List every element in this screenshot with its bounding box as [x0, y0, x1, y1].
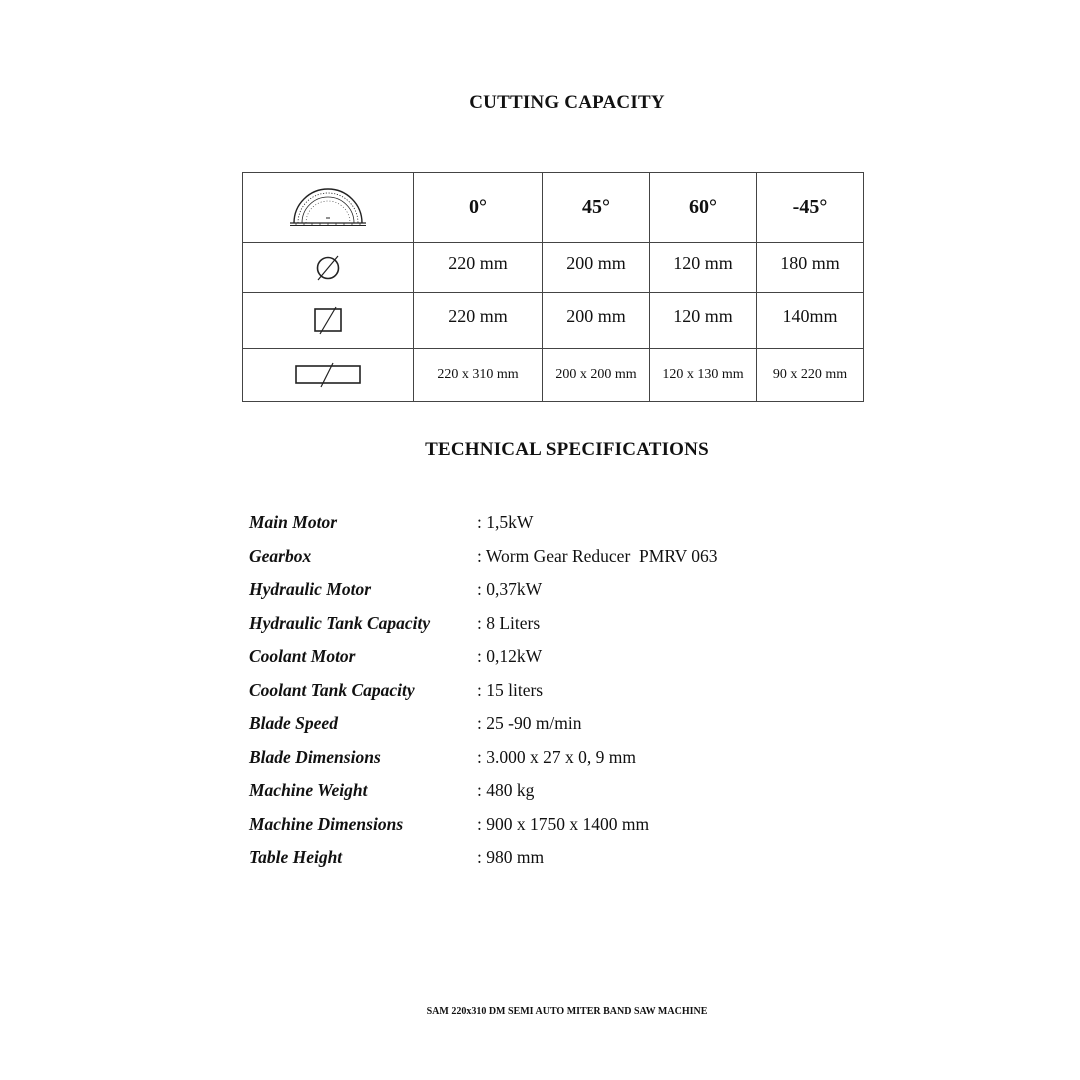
angle-header-row	[243, 173, 864, 243]
specifications-list	[249, 506, 718, 875]
spec-value: : 1,5kW	[477, 512, 534, 533]
round-stock-icon	[313, 253, 343, 283]
capacity-cell: 220 mm	[414, 243, 543, 293]
header-icon-cell	[243, 173, 414, 243]
capacity-cell: 120 x 130 mm	[650, 349, 757, 402]
spec-label: Blade Speed	[249, 713, 338, 734]
spec-value: : 3.000 x 27 x 0, 9 mm	[477, 746, 636, 767]
square-stock-icon	[312, 306, 344, 336]
spec-row	[249, 808, 718, 842]
spec-row	[249, 707, 718, 741]
spec-row	[249, 774, 718, 808]
capacity-cell: 200 mm	[543, 293, 650, 349]
spec-value: : 900 x 1750 x 1400 mm	[477, 813, 650, 834]
capacity-cell: 220 x 310 mm	[414, 349, 543, 402]
spec-label: Machine Weight	[249, 780, 368, 801]
capacity-cell: 120 mm	[650, 293, 757, 349]
page-footer: SAM 220x310 DM SEMI AUTO MITER BAND SAW MACHINE	[426, 1006, 708, 1017]
rectangular-stock-icon-cell	[243, 349, 414, 402]
spec-label: Coolant Tank Capacity	[249, 679, 415, 700]
spec-value: : 0,12kW	[477, 646, 543, 667]
rectangular-stock-icon	[293, 362, 363, 388]
spec-label: Table Height	[249, 847, 343, 868]
square-stock-row	[243, 293, 864, 349]
spec-label: Gearbox	[249, 545, 312, 566]
capacity-cell: 200 x 200 mm	[543, 349, 650, 402]
spec-label: Hydraulic Motor	[249, 579, 372, 600]
capacity-cell: 200 mm	[543, 243, 650, 293]
square-stock-icon-cell	[243, 293, 414, 349]
angle-header: -45°	[757, 173, 864, 243]
spec-value: : Worm Gear Reducer PMRV 063	[477, 545, 718, 566]
spec-row	[249, 607, 718, 641]
spec-row	[249, 841, 718, 875]
capacity-cell: 180 mm	[757, 243, 864, 293]
technical-specifications-title: TECHNICAL SPECIFICATIONS	[425, 439, 709, 460]
spec-row	[249, 640, 718, 674]
spec-value: : 980 mm	[477, 847, 545, 868]
spec-label: Coolant Motor	[249, 646, 356, 667]
spec-label: Main Motor	[249, 512, 338, 533]
spec-row	[249, 573, 718, 607]
spec-row	[249, 674, 718, 708]
capacity-cell: 120 mm	[650, 243, 757, 293]
capacity-cell: 90 x 220 mm	[757, 349, 864, 402]
spec-label: Machine Dimensions	[249, 813, 404, 834]
cutting-capacity-title: CUTTING CAPACITY	[469, 92, 665, 113]
spec-value: : 8 Liters	[477, 612, 541, 633]
spec-value: : 15 liters	[477, 679, 544, 700]
spec-label: Blade Dimensions	[249, 746, 381, 767]
spec-row	[249, 540, 718, 574]
angle-header: 60°	[650, 173, 757, 243]
spec-value: : 25 -90 m/min	[477, 713, 582, 734]
capacity-cell: 140mm	[757, 293, 864, 349]
angle-header: 45°	[543, 173, 650, 243]
spec-row	[249, 506, 718, 540]
round-stock-icon-cell	[243, 243, 414, 293]
cutting-capacity-table	[242, 172, 864, 402]
protractor-icon	[288, 187, 368, 229]
spec-label: Hydraulic Tank Capacity	[249, 612, 431, 633]
round-stock-row	[243, 243, 864, 293]
angle-header: 0°	[414, 173, 543, 243]
spec-row	[249, 741, 718, 775]
capacity-cell: 220 mm	[414, 293, 543, 349]
spec-value: : 0,37kW	[477, 579, 543, 600]
rectangular-stock-row	[243, 349, 864, 402]
spec-value: : 480 kg	[477, 780, 535, 801]
